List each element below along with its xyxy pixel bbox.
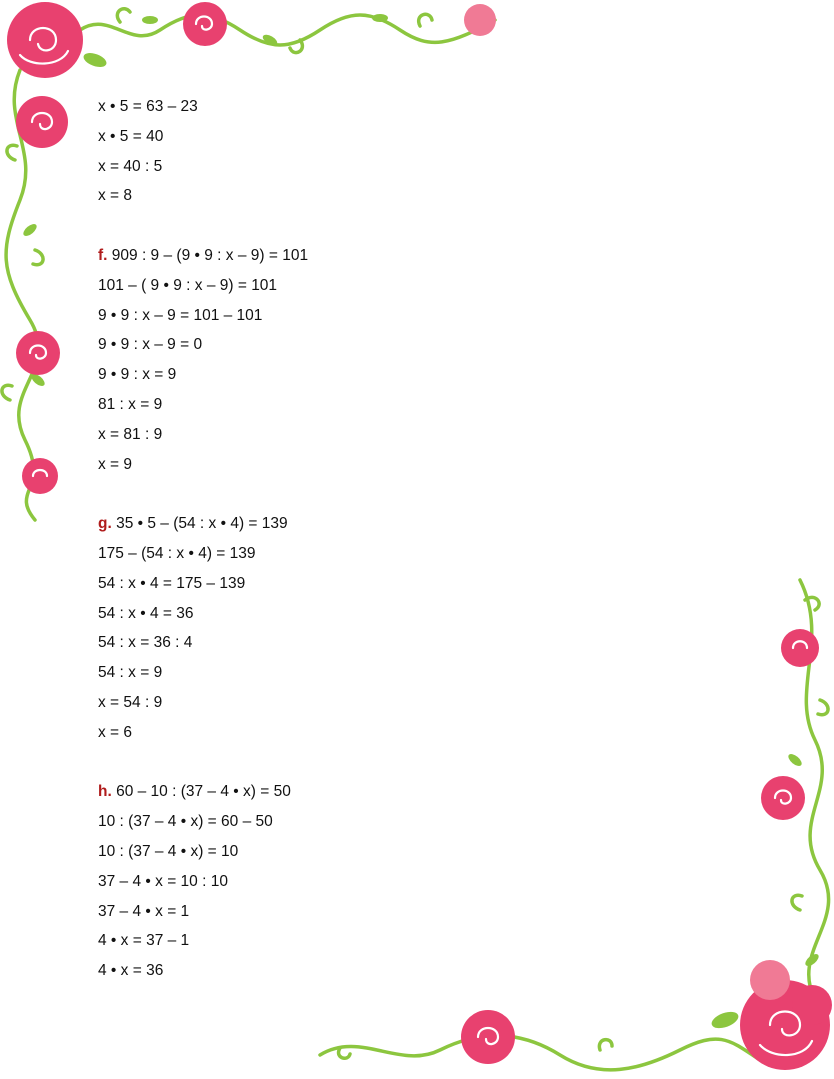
- equation-line: 54 : x • 4 = 175 – 139: [98, 574, 246, 592]
- equation-line: 101 – ( 9 • 9 : x – 9) = 101: [98, 276, 278, 294]
- equation-text: 909 : 9 – (9 • 9 : x – 9) = 101: [107, 246, 309, 264]
- equation-line: [98, 513, 618, 543]
- block-spacer: [98, 483, 618, 513]
- equation-text: 60 – 10 : (37 – 4 • x) = 50: [111, 783, 291, 801]
- equation-line: 9 • 9 : x – 9 = 0: [98, 336, 203, 354]
- equation-line: [98, 96, 618, 126]
- equation-line: 54 : x • 4 = 36: [98, 604, 194, 622]
- block-spacer: [98, 215, 618, 245]
- equation-text: x • 5 = 63 – 23: [98, 98, 198, 115]
- equation-line: x = 9: [98, 455, 133, 473]
- equation-line: 37 – 4 • x = 1: [98, 902, 190, 920]
- equation-line: x = 8: [98, 187, 133, 205]
- equation-line: 54 : x = 9: [98, 664, 163, 682]
- equation-line: 9 • 9 : x – 9 = 101 – 101: [98, 306, 263, 324]
- worked-solutions: [98, 96, 618, 990]
- equation-line: x = 81 : 9: [98, 425, 163, 443]
- equation-line: 10 : (37 – 4 • x) = 10: [98, 842, 239, 860]
- exercise-label: h.: [98, 783, 112, 801]
- exercise-label: f.: [98, 246, 108, 264]
- equation-line: [98, 781, 618, 811]
- equation-line: 10 : (37 – 4 • x) = 60 – 50: [98, 813, 273, 831]
- equation-text: 35 • 5 – (54 : x • 4) = 139: [111, 515, 288, 533]
- equation-line: x • 5 = 40: [98, 127, 164, 145]
- equation-line: x = 54 : 9: [98, 693, 163, 711]
- block-spacer: [98, 752, 618, 782]
- exercise-label: g.: [98, 515, 112, 533]
- equation-line: 54 : x = 36 : 4: [98, 634, 193, 652]
- equation-line: 9 • 9 : x = 9: [98, 366, 177, 384]
- equation-line: [98, 245, 618, 275]
- equation-line: 81 : x = 9: [98, 395, 163, 413]
- equation-line: x = 6: [98, 723, 133, 741]
- equation-line: x = 40 : 5: [98, 157, 163, 175]
- equation-line: 175 – (54 : x • 4) = 139: [98, 544, 256, 562]
- equation-line: 37 – 4 • x = 10 : 10: [98, 872, 228, 890]
- equation-line: 4 • x = 36: [98, 962, 164, 980]
- equation-line: 4 • x = 37 – 1: [98, 932, 190, 950]
